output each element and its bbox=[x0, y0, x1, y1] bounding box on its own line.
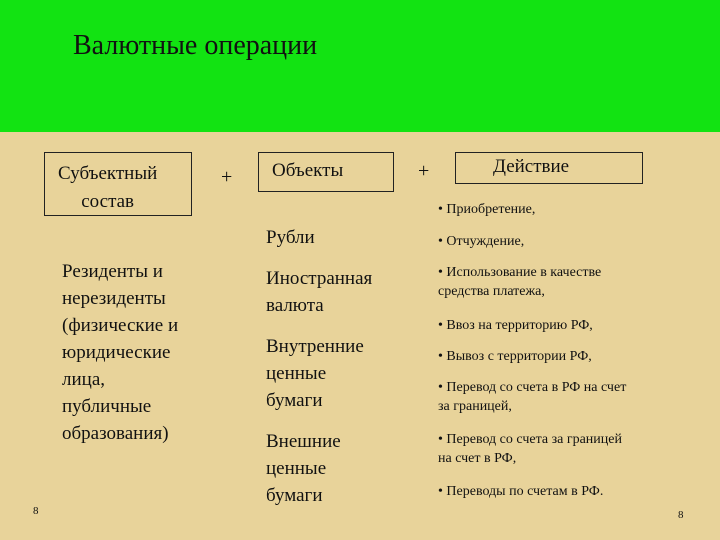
subject-label bbox=[58, 160, 157, 216]
action-item: • Вывоз с территории РФ, bbox=[438, 349, 592, 364]
object-item-rubles: Рубли bbox=[266, 227, 315, 248]
page-number: 8 bbox=[678, 509, 684, 521]
object-item-domestic-securities: Внутренние ценные бумаги bbox=[266, 336, 364, 411]
action-item: • Переводы по счетам в РФ. bbox=[438, 484, 604, 499]
action-item: • Перевод со счета за границей на счет в РФ, bbox=[438, 432, 622, 466]
action-item: • Использование в качестве средства платежа, bbox=[438, 265, 602, 299]
subject-label-line1: Субъектный bbox=[58, 163, 158, 184]
title-banner bbox=[0, 0, 720, 132]
action-item: • Ввоз на территорию РФ, bbox=[438, 318, 593, 333]
page-title: Валютные операции bbox=[73, 30, 318, 61]
action-item: • Перевод со счета в РФ на счет за границей, bbox=[438, 380, 627, 414]
page-number: 8 bbox=[33, 505, 39, 517]
subject-description: Резиденты и нерезиденты (физические и юридические лица, публичные образования) bbox=[62, 261, 179, 444]
object-item-foreign-securities: Внешние ценные бумаги bbox=[266, 431, 341, 506]
object-label: Объекты bbox=[272, 160, 344, 181]
plus-sign: + bbox=[221, 166, 233, 188]
subject-label-line2: состав bbox=[81, 191, 135, 212]
object-item-foreign-currency: Иностранная валюта bbox=[266, 268, 373, 316]
action-label: Действие bbox=[493, 156, 570, 177]
action-item: • Приобретение, bbox=[438, 202, 536, 217]
plus-sign: + bbox=[418, 160, 430, 182]
action-item: • Отчуждение, bbox=[438, 234, 525, 249]
